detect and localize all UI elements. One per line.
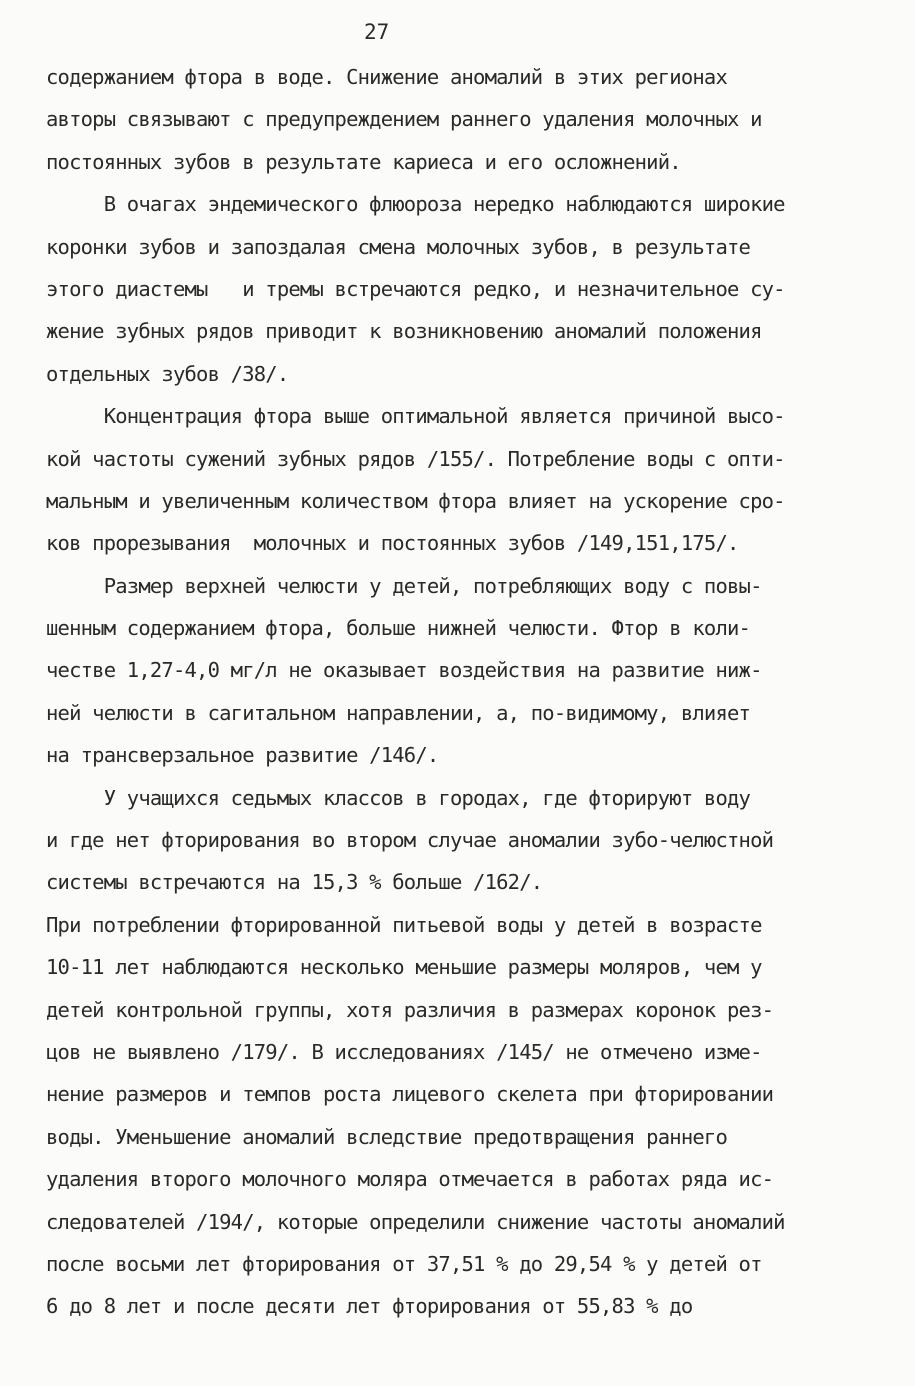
text-line: 10-11 лет наблюдаются несколько меньшие размеры моляров, чем у [46, 955, 762, 980]
text-line: ков прорезывания молочных и постоянных зубов /149,151,175/. [46, 531, 739, 556]
text-line: удаления второго молочного моляра отмечается в работах ряда ис- [46, 1167, 774, 1192]
page-number: 27 [364, 20, 390, 44]
text-line: мальным и увеличенным количеством фтора влияет на ускорение сро- [46, 488, 785, 513]
text-line: жение зубных рядов приводит к возникновению аномалий положения [46, 319, 762, 344]
text-line: коронки зубов и запоздалая смена молочных зубов, в результате [46, 234, 751, 259]
text-line: и где нет фторирования во втором случае аномалии зубо-челюстной [46, 828, 774, 853]
text-line: авторы связывают с предупреждением раннего удаления молочных и [46, 107, 762, 132]
text-line: системы встречаются на 15,3 % больше /162/. [46, 870, 543, 895]
text-line: При потреблении фторированной питьевой воды у детей в возрасте [46, 912, 762, 937]
text-line: этого диастемы и тремы встречаются редко, и незначительное су- [46, 276, 785, 301]
text-line: В очагах эндемического флюороза нередко наблюдаются широкие [46, 192, 785, 217]
text-line: ней челюсти в сагитальном направлении, а, по-видимому, влияет [46, 700, 751, 725]
text-line: постоянных зубов в результате кариеса и его осложнений. [46, 149, 681, 174]
text-line: У учащихся седьмых классов в городах, где фторируют воду [46, 785, 751, 810]
body-text [46, 56, 876, 1328]
text-line: содержанием фтора в воде. Снижение аномалий в этих регионах [46, 65, 727, 89]
text-line: Размер верхней челюсти у детей, потребляющих воду с повы- [46, 573, 762, 598]
text-line: честве 1,27-4,0 мг/л не оказывает воздействия на развитие ниж- [46, 658, 762, 683]
text-line: после восьми лет фторирования от 37,51 % до 29,54 % у детей от [46, 1251, 762, 1276]
text-line: воды. Уменьшение аномалий вследствие предотвращения раннего [46, 1124, 727, 1149]
text-line: нение размеров и темпов роста лицевого скелета при фторировании [46, 1082, 774, 1107]
text-line: отдельных зубов /38/. [46, 361, 289, 386]
text-line: шенным содержанием фтора, больше нижней челюсти. Фтор в коли- [46, 616, 751, 641]
text-line: на трансверзальное развитие /146/. [46, 743, 439, 768]
text-line: цов не выявлено /179/. В исследованиях /145/ не отмечено изме- [46, 1039, 762, 1064]
text-line: детей контрольной группы, хотя различия в размерах коронок рез- [46, 997, 774, 1022]
text-line: следователей /194/, которые определили снижение частоты аномалий [46, 1209, 785, 1234]
text-line: Концентрация фтора выше оптимальной является причиной высо- [46, 404, 785, 429]
text-line: кой частоты сужений зубных рядов /155/. Потребление воды с опти- [46, 446, 785, 471]
text-line: 6 до 8 лет и после десяти лет фторирования от 55,83 % до [46, 1294, 693, 1319]
